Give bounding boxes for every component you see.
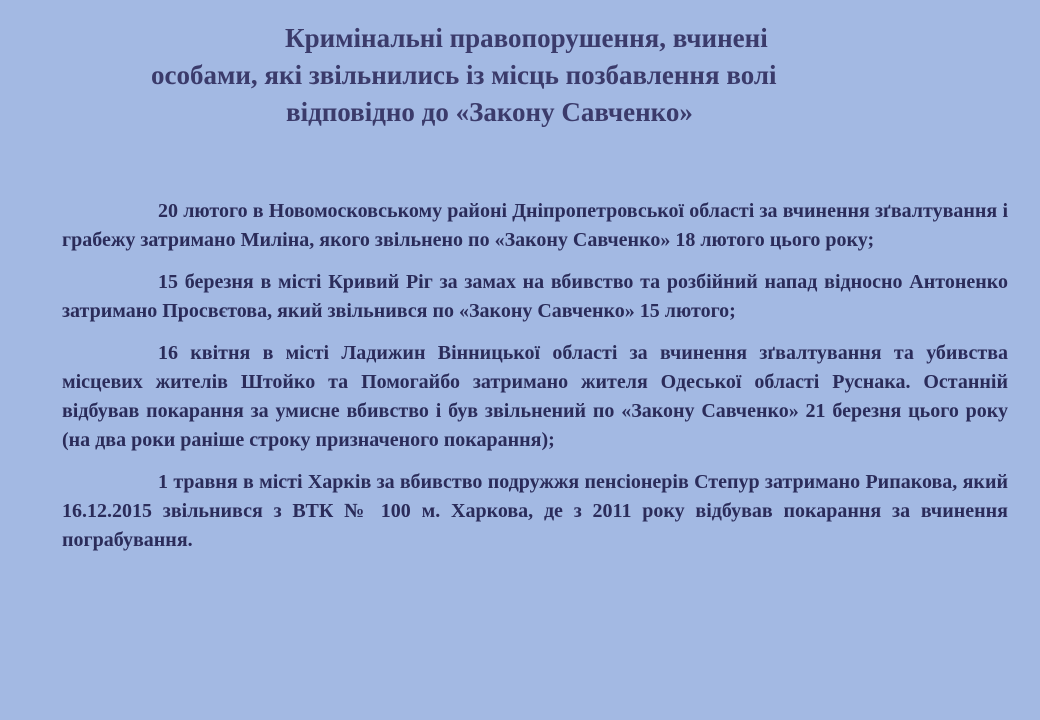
paragraph-may-1: 1 травня в місті Харків за вбивство подружжя пенсіонерів Степур затримано Рипакова, який 16.12.2015 звільнився з ВТК № 100 м. Харкова, де з 2011 року відбував покарання за вчинення пограбування.: [62, 471, 1008, 551]
slide-body: [62, 197, 1008, 568]
paragraph-apr-16: 16 квітня в місті Ладижин Вінницької області за вчинення зґвалтування та убивства місцевих жителів Штойко та Помогайбо затримано жителя Одеської області Руснака. Останній відбував покарання за умисне вбивство і був звільнений по «Закону Савченко» 21 березня цього року (на два роки раніше строку призначеного покарання);: [62, 342, 1008, 451]
paragraph-feb-20: 20 лютого в Новомосковському районі Дніпропетровської області за вчинення зґвалтування і грабежу затримано Миліна, якого звільнено по «Закону Савченко» 18 лютого цього року;: [62, 200, 1008, 251]
paragraph-mar-15: 15 березня в місті Кривий Ріг за замах на вбивство та розбійний напад відносно Антоненко затримано Просвєтова, який звільнився по «Закону Савченко» 15 лютого;: [62, 271, 1008, 322]
title-line-3: відповідно до «Закону Савченко»: [286, 97, 693, 127]
title-line-1: Кримінальні правопорушення, вчинені: [285, 23, 768, 53]
title-line-2: особами, які звільнились із місць позбавлення волі: [151, 60, 777, 90]
